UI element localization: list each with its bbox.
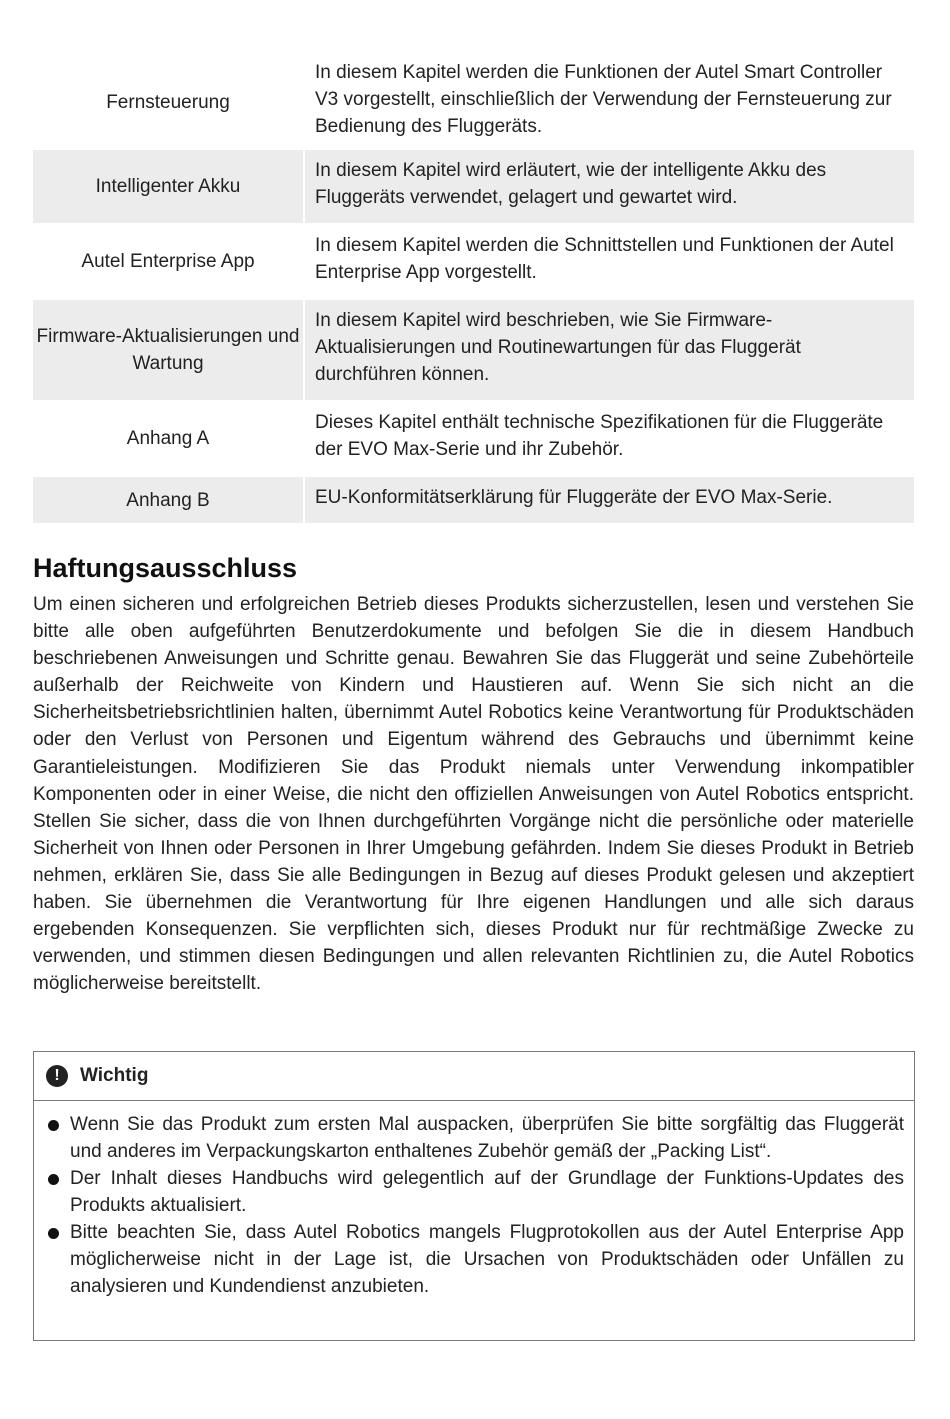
notice-list — [34, 1101, 914, 1300]
notice-header — [34, 1052, 914, 1101]
chapter-title: Fernsteuerung — [33, 56, 304, 149]
exclamation-icon: ! — [46, 1065, 68, 1087]
list-item — [46, 1219, 904, 1300]
chapter-table — [33, 56, 914, 525]
chapter-title: Anhang A — [33, 401, 304, 476]
chapter-description: In diesem Kapitel werden die Schnittstellen und Funktionen der Autel Enterprise App vorgestellt. — [315, 234, 894, 283]
table-row — [33, 476, 914, 524]
chapter-title: Intelligenter Akku — [33, 149, 304, 224]
chapter-title: Firmware-Aktualisierungen und Wartung — [33, 299, 304, 401]
chapter-description: In diesem Kapitel wird beschrieben, wie Sie Firmware-Aktualisierungen und Routinewartungen für das Fluggerät durchführen können. — [304, 299, 914, 401]
bullet-icon — [48, 1174, 59, 1185]
table-row — [33, 224, 914, 299]
list-item-text: Bitte beachten Sie, dass Autel Robotics mangels Flugprotokollen aus der Autel Enterprise App möglicherweise nicht in der Lage ist, die Ursachen von Produktschäden oder Unfällen zu analysieren und Kundendienst anzubieten. — [70, 1222, 904, 1297]
notice-title: Wichtig — [80, 1065, 149, 1086]
important-notice — [33, 1051, 915, 1341]
chapter-description: Dieses Kapitel enthält technische Spezifikationen für die Fluggeräte der EVO Max-Serie und ihr Zubehör. — [315, 411, 884, 460]
bullet-icon — [48, 1228, 59, 1239]
list-item-text: Wenn Sie das Produkt zum ersten Mal auspacken, überprüfen Sie bitte sorgfältig das Fluggerät und anderes im Verpackungskarton enthaltenes Zubehör gemäß der „Packing List“. — [70, 1114, 904, 1162]
disclaimer-paragraph: Um einen sicheren und erfolgreichen Betrieb dieses Produkts sicherzustellen, lesen und verstehen Sie bitte alle oben aufgeführten Benutzerdokumente und befolgen Sie die in diesem Handbuch beschriebenen Anweisungen und Schritte genau. Bewahren Sie das Fluggerät und seine Zubehörteile außerhalb der Reichweite von Kindern und Haustieren auf. Wenn Sie sich nicht an die Sicherheitsbetriebsrichtlinien halten, übernimmt Autel Robotics keine Verantwortung für Produktschäden oder den Verlust von Personen und Eigentum während des Gebrauchs und übernimmt keine Garantieleistungen. Modifizieren Sie das Produkt niemals unter Verwendung inkompatibler Komponenten oder in einer Weise, die nicht den offiziellen Anweisungen von Autel Robotics entspricht. Stellen Sie sicher, dass die von Ihnen durchgeführten Vorgänge nicht die persönliche oder materielle Sicherheit von Ihnen oder Personen in Ihrer Umgebung gefährden. Indem Sie dieses Produkt in Betrieb nehmen, erklären Sie, dass Sie alle Bedingungen in Bezug auf dieses Produkt gelesen und akzeptiert haben. Sie übernehmen die Verantwortung für Ihre eigenen Handlungen und alle sich daraus ergebenden Konsequenzen. Sie verpflichten sich, dieses Produkt nur für rechtmäßige Zwecke zu verwenden, und stimmen diesen Bedingungen und allen relevanten Richtlinien zu, die Autel Robotics möglicherweise bereitstellt. — [33, 594, 914, 995]
list-item-text: Der Inhalt dieses Handbuchs wird gelegentlich auf der Grundlage der Funktions-Updates des Produkts aktualisiert. — [70, 1168, 904, 1216]
table-row — [33, 149, 914, 224]
chapter-description: In diesem Kapitel werden die Funktionen der Autel Smart Controller V3 vorgestellt, einschließlich der Verwendung der Fernsteuerung zur Bedienung des Fluggeräts. — [315, 61, 892, 137]
chapter-description: In diesem Kapitel wird erläutert, wie der intelligente Akku des Fluggeräts verwendet, gelagert und gewartet wird. — [304, 149, 914, 224]
table-row — [33, 56, 914, 149]
section-heading: Haftungsausschluss — [33, 553, 298, 583]
table-row — [33, 299, 914, 401]
list-item — [46, 1165, 904, 1219]
table-row — [33, 401, 914, 476]
chapter-title: Autel Enterprise App — [33, 224, 304, 299]
chapter-title: Anhang B — [33, 476, 304, 524]
chapter-description: EU-Konformitätserklärung für Fluggeräte der EVO Max-Serie. — [304, 476, 914, 524]
bullet-icon — [48, 1120, 59, 1131]
list-item — [46, 1111, 904, 1165]
